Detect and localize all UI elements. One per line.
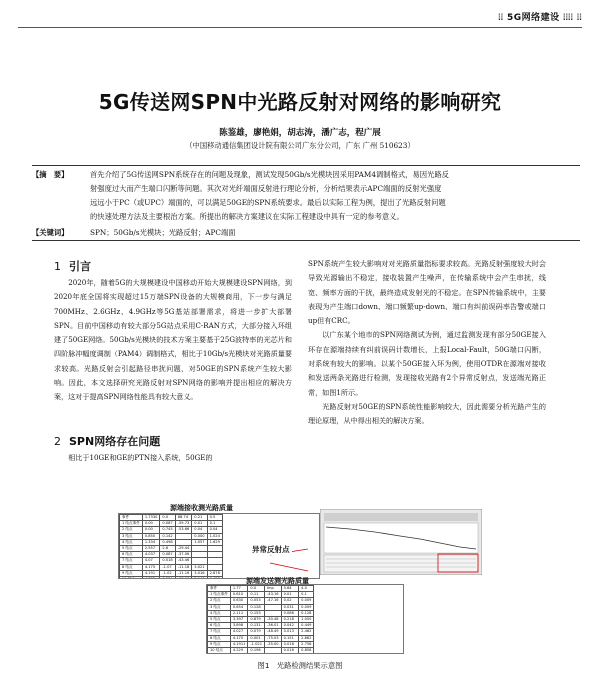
table-cell: 0.086 bbox=[281, 610, 299, 616]
table-cell: 3.016 bbox=[192, 570, 207, 576]
table-cell: 0.087 bbox=[160, 552, 175, 558]
table-cell: 4.175 bbox=[230, 635, 248, 641]
table-cell: -43.46 bbox=[175, 558, 192, 564]
table-cell: 0.04 bbox=[192, 527, 207, 533]
abstract-top-rule bbox=[32, 165, 580, 166]
table-cell: 4.175 bbox=[142, 564, 160, 570]
table-cell: 4.332 bbox=[142, 576, 160, 579]
table-cell: 0.079 bbox=[248, 629, 265, 635]
table-cell: 0.850 bbox=[142, 533, 160, 539]
intro-body bbox=[54, 276, 292, 405]
table-cell: 3 结点 bbox=[208, 604, 231, 610]
paragraph: SPN系统产生较大影响对对光路质量指标要求较高。光路反射强度较大时会导致光源输出不稳定，接收装置产生噪声，在传输系统中会产生串扰，线宽、频率方面的干扰，最终造成发射光的不稳定。在SPN传输系统中，主要表现为产生端口down、端口频繁up-down、端口有纠前误码率告警或端口up但有CRC。 bbox=[308, 259, 546, 326]
table-cell: 3.141 bbox=[192, 576, 207, 579]
keywords-text: SPN；50Gb/s光模块；光路反射；APC端面 bbox=[90, 228, 236, 237]
table-cell: 0.04 bbox=[207, 527, 222, 533]
table-cell: 0.5 bbox=[207, 515, 222, 521]
table-cell: 0.01 bbox=[192, 521, 207, 527]
table-cell: 0.153 bbox=[248, 610, 265, 616]
bottom-otdr-table bbox=[206, 584, 404, 654]
table-cell: 5 结点 bbox=[208, 616, 231, 622]
table-cell: 7 结点 bbox=[208, 629, 231, 635]
table-cell: 6 结点 bbox=[120, 552, 143, 558]
table-cell: 0.00 bbox=[142, 527, 160, 533]
table-cell: 0.11 bbox=[248, 592, 265, 598]
right-column-body bbox=[308, 257, 546, 429]
table-cell: 0.879 bbox=[248, 616, 265, 622]
paragraph: 2020年，随着5G的大规模建设中国移动开始大规模建设SPN网络，到2020年底全国将实现超过15万端SPN设备的大规模商用，下一步与满足700MHz、2.6GHz、4.9GHz等5G基站部署需求，将进一步扩大部署SPN。目前中国移动有较大部分5G站点采用C-RAN方式，大部分接入环组建了50GE网络。50Gb/s光模块的技术方案主要基于25G波特率的光芯片和四阶脉冲幅度调制（PAM4）调制格式，相比于10Gb/s光模块对光路质量要求较高。光路反射会引起路径串扰问题，对50GE的SPN系统产生较大影响。因此，本文选择研究光路反射对SPN网络的影响并提出相应的解决方案，这对于提高SPN网络性能具有较大意义。 bbox=[54, 278, 292, 402]
table-row bbox=[120, 576, 223, 579]
table-cell: -11.16 bbox=[175, 570, 192, 576]
table-cell: 事件 bbox=[208, 586, 231, 592]
table-cell: -48.49 bbox=[264, 629, 281, 635]
table-cell: 0.1 bbox=[207, 521, 222, 527]
table-cell: 0.0 bbox=[160, 515, 175, 521]
table-cell: 0.218 bbox=[281, 616, 299, 622]
table-cell: 2.557 bbox=[142, 545, 160, 551]
anomaly-callout: 异常反射点 bbox=[252, 545, 290, 554]
table-cell: Imp bbox=[264, 586, 281, 592]
table-cell: 2.111 bbox=[230, 610, 248, 616]
table-cell: 5 结点 bbox=[120, 545, 143, 551]
table-cell: 2 结点 bbox=[208, 598, 231, 604]
table-cell: 0.654 bbox=[230, 604, 248, 610]
table-cell: 4 结点 bbox=[208, 610, 231, 616]
section-number: 2 bbox=[54, 435, 61, 448]
table-cell: -43.16 bbox=[264, 592, 281, 598]
table-cell: 0.009 bbox=[299, 604, 314, 610]
table-cell: 6 结点 bbox=[208, 623, 231, 629]
table-cell: 0.128 bbox=[299, 610, 314, 616]
figure-bottom-caption: 源端发送测光路质量 bbox=[246, 577, 309, 585]
table-cell: 4.037 bbox=[142, 552, 160, 558]
paper-affiliation: （中国移动通信集团设计院有限公司广东分公司，广东 广州 510623） bbox=[185, 141, 415, 150]
table-cell: 0.142 bbox=[160, 533, 175, 539]
table-cell: 0.630 bbox=[230, 598, 248, 604]
table-cell: -59.73 bbox=[175, 521, 192, 527]
figure-caption: 图1 光路检测结果示意图 bbox=[257, 661, 343, 670]
running-header: ⦙⦙ 5G网络建设 ⦙⦙⦙⦙ ⦙⦙ bbox=[498, 13, 582, 23]
table-cell: 0.018 bbox=[160, 558, 175, 564]
table-cell: -1.02 bbox=[160, 570, 175, 576]
abstract-bottom-rule bbox=[32, 240, 580, 241]
table-cell: -1.07 bbox=[160, 564, 175, 570]
section-title: 引言 bbox=[69, 260, 91, 273]
table-cell: 0.128 bbox=[248, 604, 265, 610]
problems-body bbox=[54, 451, 292, 465]
table-cell: 0.858 bbox=[299, 647, 314, 653]
figure-top-caption: 源端接收测光路质量 bbox=[170, 504, 233, 512]
table-cell: -75.03 bbox=[264, 635, 281, 641]
table-cell: -1.021 bbox=[248, 641, 265, 647]
paper-title: 5G传送网SPN中光路反射对网络的影响研究 bbox=[98, 90, 502, 114]
table-cell: 2.758 bbox=[299, 641, 314, 647]
section-heading-intro bbox=[54, 258, 91, 274]
paragraph: 相比于10GE和GE的PTN接入系统，50GE的 bbox=[68, 453, 213, 462]
table-cell: 7 结点 bbox=[120, 558, 143, 564]
table-cell: 0.196 bbox=[248, 647, 265, 653]
table-cell: 3.397 bbox=[230, 616, 248, 622]
table-cell: -37.06 bbox=[175, 552, 192, 558]
table-cell: 0.610 bbox=[230, 592, 248, 598]
table-cell: 0.000 bbox=[192, 533, 207, 539]
keywords-tag: 【关键词】 bbox=[32, 228, 69, 237]
table-cell: 0.031 bbox=[281, 604, 299, 610]
table-cell: 0.013 bbox=[281, 629, 299, 635]
table-cell: 0.016 bbox=[281, 647, 299, 653]
table-cell: 0.21 bbox=[192, 515, 207, 521]
table-cell: 5.64 bbox=[281, 586, 299, 592]
table-cell: 10 结点 bbox=[120, 576, 143, 579]
table-cell: -11.18 bbox=[175, 564, 192, 570]
section-heading-problems bbox=[54, 433, 160, 449]
table-cell: 3.898 bbox=[230, 623, 248, 629]
top-table-grid bbox=[119, 514, 223, 579]
abstract-line: 首先介绍了5G传送网SPN系统存在的问题及现象，测试发现50Gb/s光模块因采用PAM4调制格式，易因光路反 bbox=[90, 170, 449, 179]
table-cell: 9 结点 bbox=[208, 641, 231, 647]
table-cell: 9 结点 bbox=[120, 570, 143, 576]
table-cell: -53.66 bbox=[175, 527, 192, 533]
abstract-tag: 【摘 要】 bbox=[32, 170, 69, 179]
paper-authors: 陈鉴雄，廖艳娟，胡志涛，潘广志，程广展 bbox=[219, 128, 381, 138]
table-cell: 1.629 bbox=[207, 539, 222, 545]
table-cell: 4.0 bbox=[299, 586, 314, 592]
paragraph: 光路反射对50GE的SPN系统性能影响较大，因此需要分析光路产生的理论原理，从中得出相关的解决方案。 bbox=[308, 401, 546, 426]
table-cell: 10 结点 bbox=[208, 647, 231, 653]
table-cell: 3 结点 bbox=[120, 533, 143, 539]
table-cell: 4.229 bbox=[230, 647, 248, 653]
table-cell: 0.428 bbox=[207, 576, 222, 579]
table-cell: 2 结点 bbox=[120, 527, 143, 533]
table-cell: 2.862 bbox=[299, 635, 314, 641]
table-cell: 0.151 bbox=[281, 635, 299, 641]
table-cell: 0.745 bbox=[160, 527, 175, 533]
table-cell: 4.191 bbox=[142, 570, 160, 576]
table-cell: 事件 bbox=[120, 515, 143, 521]
abstract-line: 的快速处理方法及主要根治方案。所提出的解决方案建议在实际工程建设中具有一定的参考意义。 bbox=[90, 212, 404, 221]
table-cell: 0.498 bbox=[160, 539, 175, 545]
table-cell: 1.77 bbox=[230, 586, 248, 592]
table-cell: 0.001 bbox=[248, 635, 265, 641]
table-cell: 4.027 bbox=[230, 629, 248, 635]
table-cell: 0.284 bbox=[160, 576, 175, 579]
table-cell: 4.07 bbox=[142, 558, 160, 564]
table-cell: 8 结点 bbox=[120, 564, 143, 570]
table-cell: 1.334 bbox=[142, 539, 160, 545]
bottom-table-grid bbox=[207, 585, 314, 654]
table-cell: 1 结点事件 bbox=[120, 521, 143, 527]
abstract-line: 射强度过大而产生端口闪断等问题。其次对光纤端面反射进行理论分析，分析结果表示APC端面的反射光强度 bbox=[90, 184, 442, 193]
paragraph: 以广东某个地市的SPN网络测试为例，通过监测发现有部分50GE接入环存在源端持续有纠前误码计数增长，上报Local-Fault，50G端口闪断，对系统有较大的影响。以某个50GE接入环为例，使用OTDR在源端对接收和发送两条光路进行检测，发现接收光路有2个异常反射点，发送端光路正常，如图1所示。 bbox=[308, 330, 546, 397]
table-cell: 4.1911 bbox=[230, 641, 248, 647]
table-cell: 1.7330 bbox=[142, 515, 160, 521]
table-cell: -68.98 bbox=[175, 576, 192, 579]
table-cell: 0.0 bbox=[248, 586, 265, 592]
table-cell: 2.462 bbox=[299, 629, 314, 635]
header-divider bbox=[18, 27, 582, 28]
table-cell: -36.01 bbox=[264, 623, 281, 629]
table-cell: 88.74 bbox=[175, 515, 192, 521]
table-cell: 4 结点 bbox=[120, 539, 143, 545]
table-cell: 2.878 bbox=[207, 570, 222, 576]
section-number: 1 bbox=[54, 260, 61, 273]
table-cell: -29.44 bbox=[175, 545, 192, 551]
table-cell: 1.024 bbox=[207, 533, 222, 539]
table-cell: -35.00 bbox=[264, 641, 281, 647]
table-cell: 8 结点 bbox=[208, 635, 231, 641]
table-cell: 1 结点事件 bbox=[208, 592, 231, 598]
table-cell: 0.042 bbox=[281, 623, 299, 629]
table-cell: 1.057 bbox=[192, 539, 207, 545]
table-cell: 3.021 bbox=[192, 564, 207, 570]
table-cell: 2.6 bbox=[160, 545, 175, 551]
table-cell: 0.087 bbox=[160, 521, 175, 527]
table-cell: 0.131 bbox=[248, 623, 265, 629]
table-cell: 0.009 bbox=[299, 598, 314, 604]
section-title: SPN网络存在问题 bbox=[69, 435, 161, 448]
table-cell: 1.050 bbox=[299, 616, 314, 622]
table-cell: 0.02 bbox=[281, 598, 299, 604]
abstract-line: 远远小于PC（或UPC）端面的，可以满足50GE的SPN系统要求。最后以实际工程为例，提出了光路反射问题 bbox=[90, 198, 446, 207]
table-cell: 0.01 bbox=[281, 592, 299, 598]
table-cell: -30.48 bbox=[264, 616, 281, 622]
table-cell: 0.00 bbox=[142, 521, 160, 527]
table-cell: 0.449 bbox=[299, 623, 314, 629]
table-cell: 0.016 bbox=[281, 641, 299, 647]
table-cell: 0.053 bbox=[248, 598, 265, 604]
table-cell: -47.16 bbox=[264, 598, 281, 604]
table-cell: 0.1 bbox=[299, 592, 314, 598]
